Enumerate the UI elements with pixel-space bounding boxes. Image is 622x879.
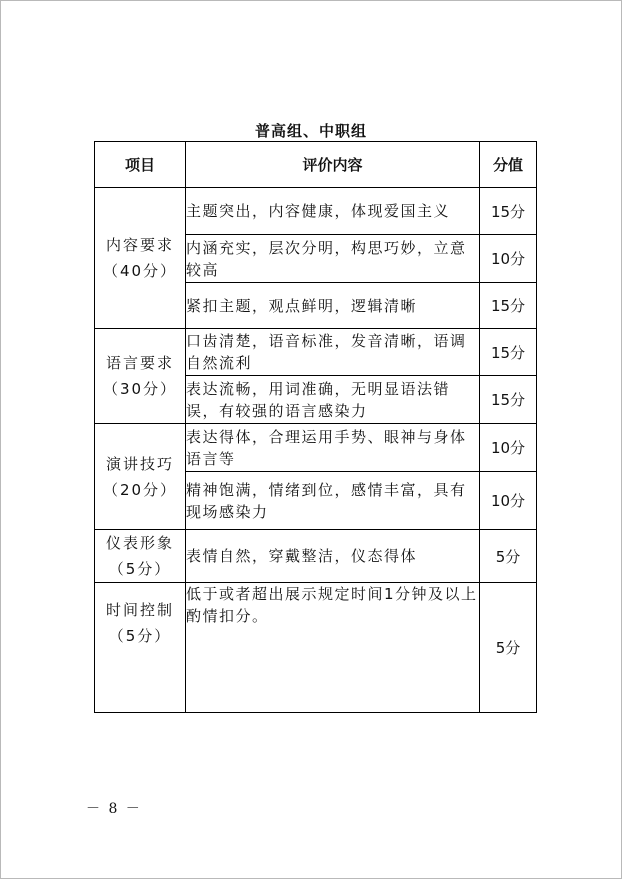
- category-points: （20分）: [102, 480, 178, 499]
- criterion-text: 表达流畅，用词准确，无明显语法错误，有较强的语言感染力: [186, 376, 480, 424]
- criterion-score: 15分: [480, 283, 537, 329]
- table-row: [95, 583, 537, 713]
- category-points: （5分）: [108, 560, 172, 578]
- header-content: 评价内容: [186, 142, 480, 188]
- category-time-control: [95, 583, 186, 713]
- table-row: [95, 424, 537, 472]
- category-points: （30分）: [102, 380, 178, 398]
- criterion-score: 15分: [480, 376, 537, 424]
- criterion-score: 5分: [480, 530, 537, 583]
- table-row: [95, 188, 537, 235]
- criterion-text: 精神饱满，情绪到位，感情丰富，具有现场感染力: [186, 472, 480, 530]
- page-number: － 8 －: [86, 801, 142, 817]
- criterion-score: 10分: [480, 424, 537, 472]
- table-row: [95, 329, 537, 376]
- criterion-score: 10分: [480, 472, 537, 530]
- criterion-score: 15分: [480, 188, 537, 235]
- scoring-table: [94, 141, 537, 713]
- criterion-text: 低于或者超出展示规定时间1分钟及以上酌情扣分。: [186, 583, 480, 713]
- criterion-score: 5分: [480, 583, 537, 713]
- category-appearance: [95, 530, 186, 583]
- criterion-score: 10分: [480, 235, 537, 283]
- criterion-text: 表情自然，穿戴整洁，仪态得体: [186, 530, 480, 583]
- criterion-text: 紧扣主题，观点鲜明，逻辑清晰: [186, 283, 480, 329]
- category-name: 语言要求: [105, 354, 174, 372]
- category-name: 仪表形象: [105, 534, 174, 552]
- criterion-text: 表达得体，合理运用手势、眼神与身体语言等: [186, 424, 480, 472]
- category-name: 内容要求: [105, 236, 174, 254]
- criterion-text: 口齿清楚，语音标准，发音清晰，语调自然流利: [186, 329, 480, 376]
- header-row: [95, 142, 537, 188]
- header-item: 项目: [95, 142, 186, 188]
- criterion-text: 内涵充实，层次分明，构思巧妙，立意较高: [186, 235, 480, 283]
- criterion-score: 15分: [480, 329, 537, 376]
- table-title: 普高组、中职组: [254, 122, 367, 140]
- category-language-requirements: [95, 329, 186, 424]
- category-name: 演讲技巧: [105, 454, 174, 473]
- category-content-requirements: [95, 188, 186, 329]
- header-score: 分值: [480, 142, 537, 188]
- category-points: （40分）: [102, 262, 178, 280]
- category-speech-skills: [95, 424, 186, 530]
- category-points: （5分）: [108, 627, 172, 645]
- category-name: 时间控制: [105, 601, 174, 619]
- criterion-text: 主题突出，内容健康，体现爱国主义: [186, 188, 480, 235]
- table-row: [95, 530, 537, 583]
